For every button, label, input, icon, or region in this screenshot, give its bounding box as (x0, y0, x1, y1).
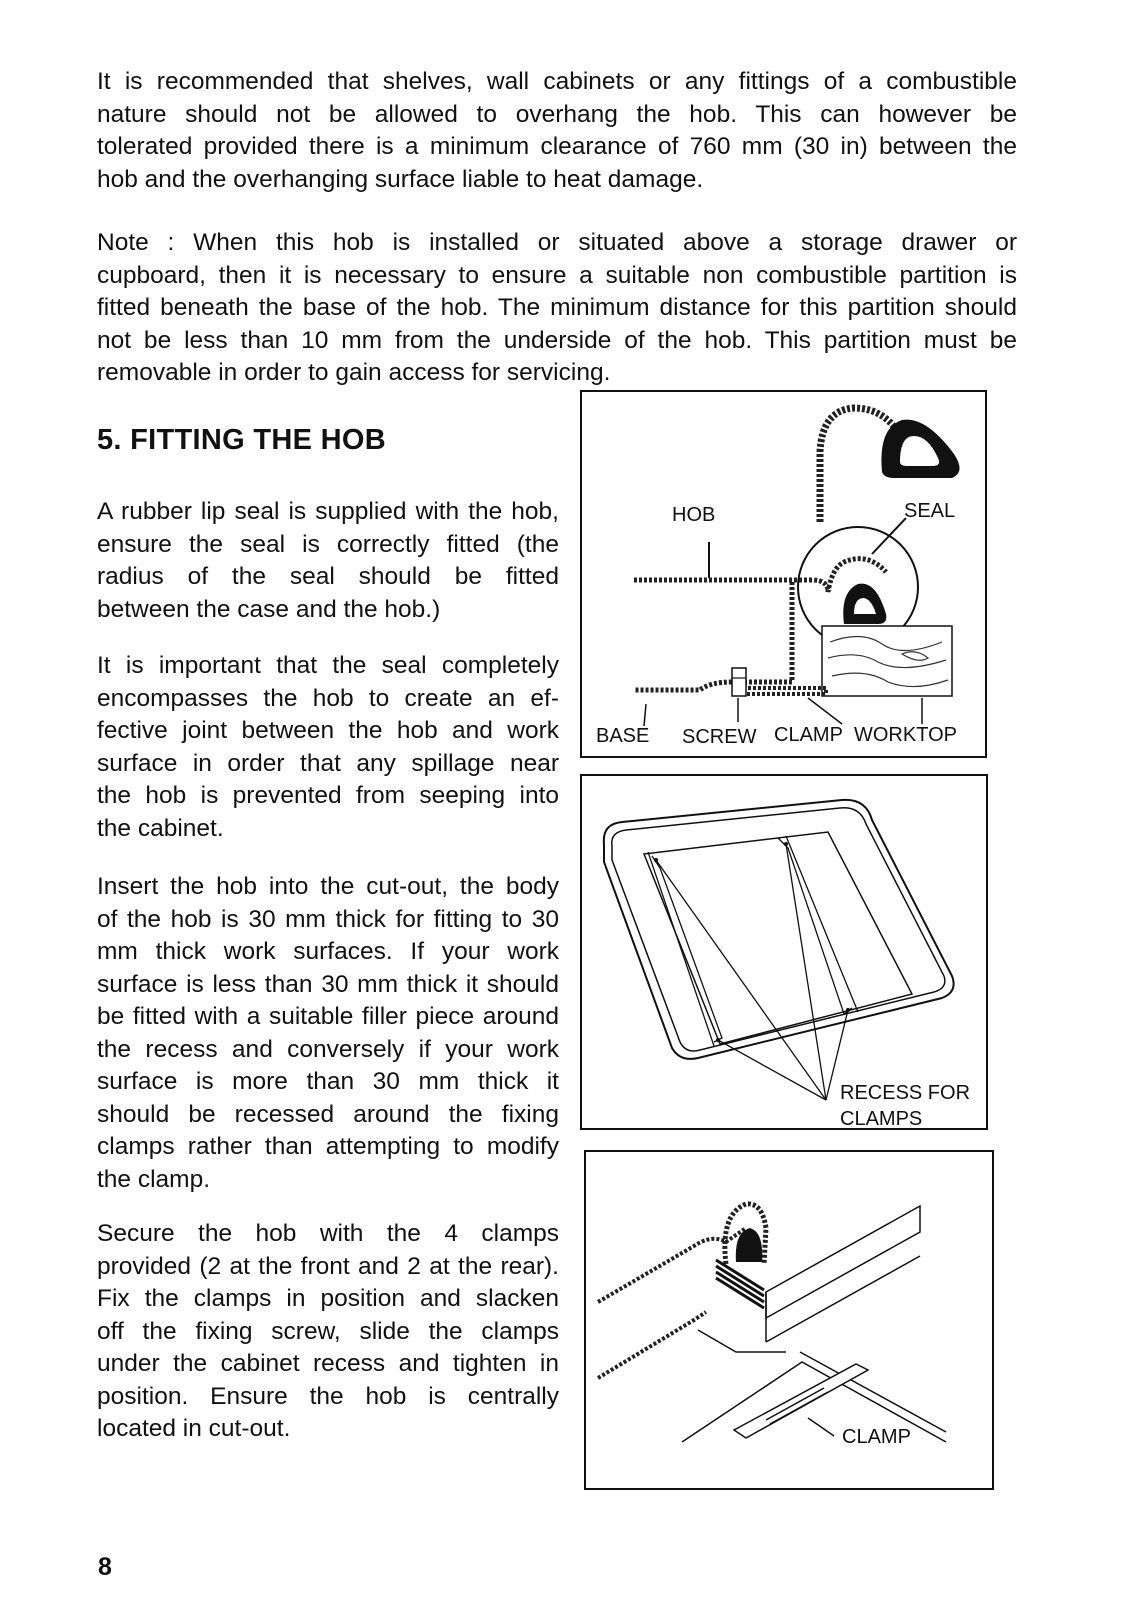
seal-cross-section-figure (580, 390, 987, 758)
note-line: cupboard, then it is necessary to ensure a suitable non combustible partition is (97, 261, 1017, 289)
body-line: encompasses the hob to create an ef- (97, 684, 559, 712)
note-line: not be less than 10 mm from the underside of the hob. This partition must be (97, 326, 1017, 354)
body-line: off the fixing screw, slide the clamps (97, 1317, 559, 1345)
body-line: the hob is prevented from seeping into (97, 782, 559, 809)
body-line: fective joint between the hob and work (97, 717, 559, 744)
note-line: fitted beneath the base of the hob. The minimum distance for this partition should (97, 294, 1017, 321)
page-number: 8 (98, 1553, 112, 1581)
body-line: be fitted with a suitable filler piece around (97, 1003, 559, 1030)
body-line: under the cabinet recess and tighten in (97, 1350, 559, 1377)
body-line: radius of the seal should be fitted (97, 563, 559, 590)
body-line: A rubber lip seal is supplied with the hob, (97, 498, 559, 525)
hob-label: HOB (672, 504, 716, 526)
secure-paragraph (97, 1218, 559, 1446)
screw-label: SCREW (682, 726, 757, 748)
recess-label-line1: RECESS FOR (840, 1082, 971, 1104)
seal-cross-section-drawing (582, 392, 989, 760)
body-line: surface is more than 30 mm thick it (97, 1068, 559, 1095)
body-line: between the case and the hob.) (97, 595, 441, 623)
section-heading: 5. FITTING THE HOB (97, 424, 386, 456)
body-line: clamps rather than attempting to modify (97, 1133, 559, 1160)
recess-for-clamps-figure (580, 774, 988, 1130)
hob-underside-drawing (582, 776, 990, 1132)
body-line: mm thick work surfaces. If your work (97, 938, 559, 965)
body-line: position. Ensure the hob is centrally (97, 1382, 559, 1410)
intro-line: hob and the overhanging surface liable to heat damage. (97, 165, 704, 193)
body-line: located in cut-out. (97, 1415, 291, 1442)
body-line: Secure the hob with the 4 clamps (97, 1220, 559, 1247)
note-line: Note : When this hob is installed or situated above a storage drawer or (97, 229, 1017, 256)
intro-line: tolerated provided there is a minimum clearance of 760 mm (30 in) between the (97, 133, 1017, 160)
body-line: the cabinet. (97, 814, 224, 842)
insert-paragraph (97, 871, 559, 1196)
seal-label: SEAL (904, 500, 956, 522)
body-line: surface is less than 30 mm thick it should (97, 970, 559, 998)
recess-label-line2: CLAMPS (840, 1108, 923, 1130)
worktop-label: WORKTOP (854, 724, 957, 746)
body-line: should be recessed around the fixing (97, 1100, 559, 1128)
body-line: Fix the clamps in position and slacken (97, 1285, 559, 1312)
note-line: removable in order to gain access for servicing. (97, 359, 611, 386)
seal-paragraph (97, 496, 559, 626)
encompass-paragraph (97, 650, 559, 845)
clamp-label: CLAMP (774, 724, 843, 746)
body-line: the clamp. (97, 1165, 211, 1193)
body-line: the recess and conversely if your work (97, 1035, 559, 1063)
intro-line: nature should not be allowed to overhang the hob. This can however be (97, 100, 1017, 128)
body-line: ensure the seal is correctly fitted (the (97, 530, 559, 558)
body-line: Insert the hob into the cut-out, the body (97, 873, 559, 900)
intro-paragraph (97, 66, 1017, 196)
body-line: provided (2 at the front and 2 at the rear). (97, 1252, 559, 1280)
base-label: BASE (596, 725, 650, 747)
clamp-figure-label: CLAMP (842, 1426, 911, 1448)
body-line: It is important that the seal completely (97, 652, 559, 679)
note-paragraph (97, 227, 1017, 390)
clamp-installation-figure (584, 1150, 994, 1490)
body-line: of the hob is 30 mm thick for fitting to 30 (97, 905, 559, 933)
intro-line: It is recommended that shelves, wall cabinets or any fittings of a combustible (97, 68, 1017, 95)
body-line: surface in order that any spillage near (97, 749, 559, 777)
clamp-installation-drawing (586, 1152, 996, 1492)
